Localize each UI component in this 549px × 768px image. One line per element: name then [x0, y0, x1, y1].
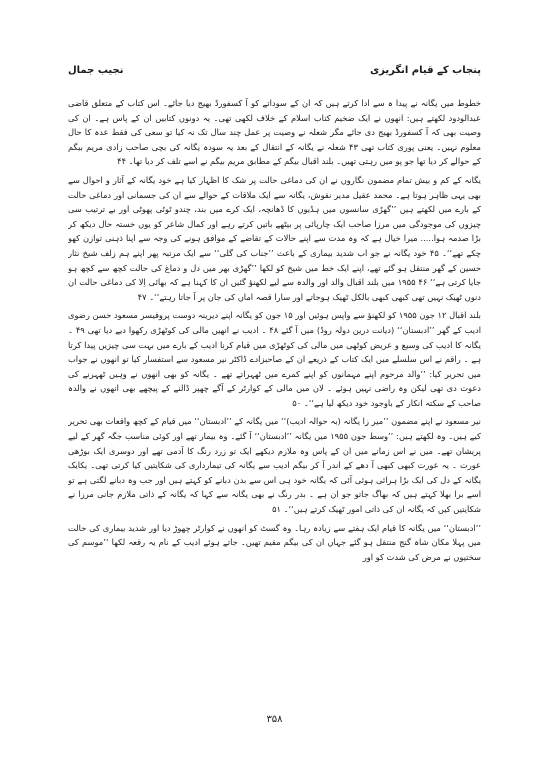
header-title-right: پنجاب کے قیام انگریزی — [369, 64, 481, 76]
main-text — [68, 96, 481, 708]
paragraph-2: یگانہ کے کم و بیش تمام مضمون نگاروں نے ان کی دماغی حالت پر شک کا اظہار کیا ہے خود یگانہ کے آثار و احوال سے بھی یہی ظاہر ہوتا ہے۔ محمد عقیل مدیر نقوش، یگانہ سے ایک ملاقات کے حوالے سے ان کی جسمانی اور دماغی حالت کے بارے میں لکھتے ہیں ’’گھڑی سانسوں میں ہڈیوں کا ڈھانچہ، ایک کرے میں بند، چندو ٹوٹی پھوٹی اور بے ترتیب سی چیزوں کی موجودگی میں مرزا صاحب ایک چارپائی پر بیٹھے باتیں کرتے رہے اور کمال شاعر کو یوں خستہ حال دیکھ کر بڑا صدمہ ہوا..... میرا خیال ہے کہ وہ مدت سے اپنے حالات کے تقاضے کے موافق ہونے کی وجہ سے اپنا ذہنی توازن کھو چکے تھے‘‘۔ ۴۵ خود یگانہ نے جو اب شدید بیماری کے باعث ’’جناب کی گلی‘‘ سے ایک مرتبہ پھر اپنے ہم زلف شیخ نثار حسین کے گھر منتقل ہو گئے تھے، اپنے ایک خط میں شیخ کو لکھا ’’گھڑی بھر میں دل و دماغ کی حالت کچھ سے کچھ ہو جایا کرتی ہے‘‘ ۴۶ ۱۹۵۵ میں بلند اقبال والد اور والدہ سے لیے لکھنؤ گئیں ان کا کہنا ہے کہ بھائی اِلا کی دماغی حالت ان دنوں ٹھیک نہیں تھی کبھی کبھی بالکل ٹھیک ہوجاتے اور سارا قصہ اماں کی جان پر آ جاتا رہتے‘‘۔ ۴۷ — [68, 174, 481, 302]
paragraph-3: بلند اقبال ۱۲ جون ۱۹۵۵ کو لکھنؤ سے واپس ہوئیں اور ۱۵ جون کو یگانہ اپنے دیرینہ دوست پروفیسر مسعود حسن رضوی ادیب کے گھر ’’ادبستان‘‘ (دیانت درین دولہ روڈ) میں آ گئے ۴۸ ۔ ادیب نے انھیں مالی کی کوٹھڑی رکھوا دیے دیا تھی ۴۹ ۔ یگانہ کا ادیب کی وسیع و عریض کوٹھی میں مالی کی کوٹھڑی میں قیام کرنا ادیب کے بارے میں بہت سی چیزیں پیدا کرتا ہے ۔ راقم نے اس سلسلے میں ایک کتاب کے ذریعے ان کے صاحبزادے ڈاکٹر نیر مسعود سے استفسار کیا تو انھوں نے جواب میں تحریر کیا: ’’والد مرحوم اپنے مہمانوں کو اپنے کمرے میں ٹھہراتے تھے ۔ یگانہ کو بھی انھوں نے وہیں ٹھہرنے کی دعوت دی تھی لیکن وہ راضی نہیں ہوئے ۔ لان میں مالی کے کوارٹر کے آگے چھپر ڈالنے کے پیچھے بھی انھوں نے والدہ صاحب کے سکتہ انکار کے باوجود خود دیکھ لیا ہے‘‘۔ ۵۰ — [68, 310, 481, 408]
paragraph-5: ’’ادبستان‘‘ میں یگانہ کا قیام ایک ہفتے سے زیادہ رہا۔ وہ گسٹ کو انھوں نے کوارٹر چھوڑ دیا اور شدید بیماری کی حالت میں پہلا مکان شاہ گنج منتقل ہو گئے جہاں ان کی بیگم مقیم تھیں۔ جاتے ہوئے ادیب کے نام یہ رقعہ لکھا ’’موسم کی سختیوں نے مرض کی شدت کو اور — [68, 522, 481, 562]
paragraph-4: نیر مسعود نے اپنے مضمون ’’میر زا یگانہ (بہ حوالہ ادیب)‘‘ میں یگانہ کے ’’ادبستان‘‘ میں قیام کے کچھ واقعات بھی تحریر کیے ہیں۔ وہ لکھتے ہیں: ’’وسط جون ۱۹۵۵ میں یگانہ ’’ادبستان‘‘ آ گئے۔ وہ بیمار تھے اور کوئی مناسب جگہ گھر کے لیے پریشان تھے۔ میں نے اس زمانے میں ان کے پاس وہ ملازم دیکھے ایک تو زرد رنگ کا آدمی تھے اور دوسری ایک بوڑھی عورت ۔ یہ عورت کبھی کبھی آ دھے کے اندر آ کر بیگم ادیب سے یگانہ کی تیمارداری کی شکایتیں کیا کرتی تھی۔ یکایک یگانہ کے دل کی ایک بڑا ہرائی ہوئی آئی کہ یگانہ خود ہی اس سے بدن دبانے کو کہتے ہیں اور جب وہ دبانے لگتی ہے تو اسے برا بھلا کہتے ہیں کہ بھاگ جاتو جو ان ہے ۔ بدر رنگ نے بھی یگانہ سے کہا کہ یگانہ کے ذاتی ملازم جانی مرزا نے شکایتیں کیں کہ یگانہ ان کی ذاتی امور ٹھیک کرتے ہیں‘‘۔ ۵۱ — [68, 416, 481, 515]
page-number: ۳۵۸ — [266, 714, 283, 725]
header-title-left: نجیب جمال — [68, 64, 124, 76]
paragraph-1: خطوط میں یگانہ نے پیدا ہ سے ادا کرتے ہیں کہ ان کے سوداتے کو آ کسفورڈ بھیج دیا جائے۔ اس کتاب کے متعلق قاضی عبدالودود لکھتے ہیں: انھوں نے ایک ضخیم کتاب اسلام کے خلاف لکھی تھی۔ یہ دونوں کتابیں ان کے پاس ہے۔ ان کی وصیت بھی کہ آ کسفورڈ بھیج دی جائے مگر شعلہ نے وصیت پر عمل چند سال تک نہ کیا تو سعی کی فقط عدہ کا حال معلوم نہیں۔ یعنی پوری کتاب تھی ۴۳ شعلہ نے یگانہ کے انتقال کے بعد یہ سودہ یگانہ کی بچی صاحب زادی مریم بیگم کے حوالے کر دیا تھا جو پو میں رہتی تھیں۔ بلند اقبال بیگم کے مطابق مریم بیگم نے اسے تلف کر دیا تھا۔ ۴۴ — [68, 98, 481, 167]
running-header — [68, 62, 481, 78]
